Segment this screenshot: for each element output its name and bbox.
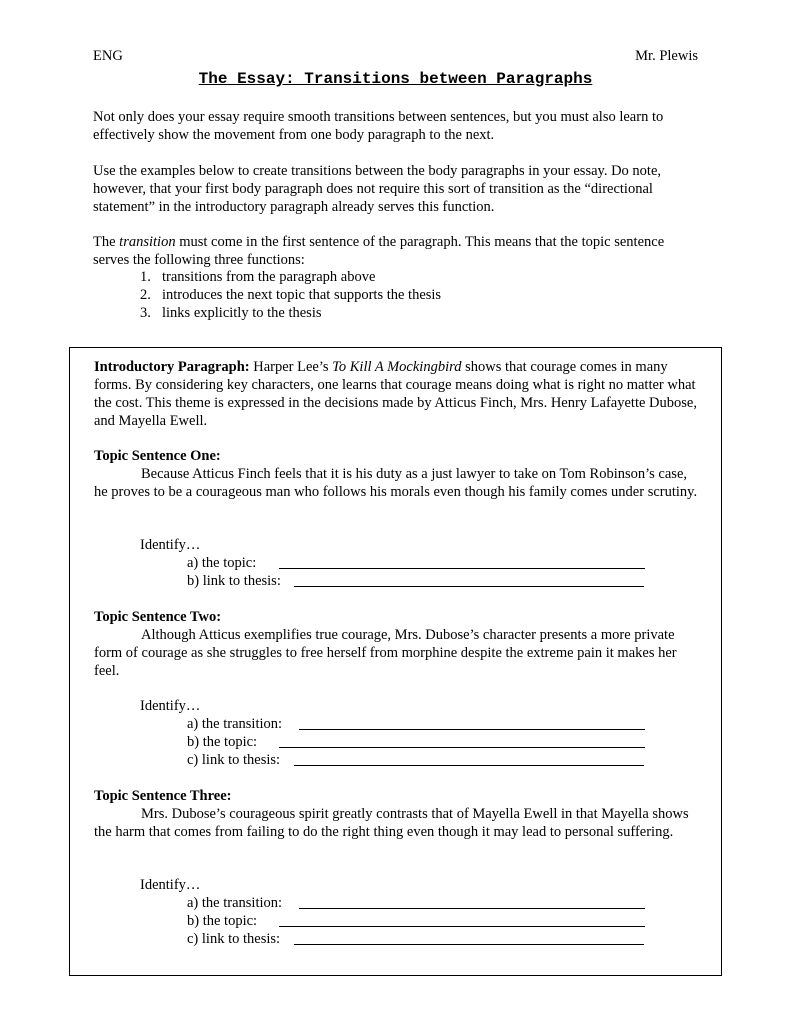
p3-transition-word: transition	[119, 234, 176, 250]
course-label: ENG	[93, 48, 123, 64]
field-label: c) link to thesis:	[187, 752, 281, 768]
ts3-transition-line[interactable]	[299, 894, 645, 912]
list-text: links explicitly to the thesis	[162, 305, 322, 321]
list-text: transitions from the paragraph above	[162, 269, 376, 285]
page-title: The Essay: Transitions between Paragraphs	[198, 70, 593, 88]
ts2-topic-field[interactable]	[187, 733, 257, 751]
ts2-transition-line[interactable]	[299, 715, 645, 733]
intro-paragraph-2: Use the examples below to create transitions between the body paragraphs in your essay. Do note, however, that your first body paragraph does not require this sort of transition as the “directional statement” in the introductory paragraph already serves this function.	[93, 163, 662, 215]
ts2-identify: Identify…	[140, 698, 201, 714]
ts1-link-field[interactable]	[187, 572, 281, 590]
intro-paragraph-3	[93, 233, 703, 269]
ts2-topic-line[interactable]	[279, 733, 645, 751]
ts1-identify: Identify…	[140, 537, 201, 553]
ts3-label: Topic Sentence Three:	[94, 788, 232, 804]
intro-post: shows that courage comes in many forms. By considering key characters, one learns that courage means doing what is right no matter what the cost. This theme is expressed in the decisions made by Atticus Finch, Mrs. Henry Lafayette Dubose, and Mayella Ewell.	[94, 359, 697, 429]
list-number: 1.	[140, 269, 151, 285]
ts1-text: Because Atticus Finch feels that it is his duty as a just lawyer to take on Tom Robinson’s case, he proves to be a courageous man who follows his morals even though his family comes under scrutiny.	[94, 466, 698, 500]
field-label: a) the transition:	[187, 716, 283, 732]
field-label: a) the transition:	[187, 895, 283, 911]
ts2-link-line[interactable]	[294, 751, 644, 769]
list-number: 3.	[140, 305, 151, 321]
field-label: b) the topic:	[187, 913, 258, 929]
introductory-paragraph	[94, 358, 704, 430]
field-label: a) the topic:	[187, 555, 257, 571]
ts3-topic-line[interactable]	[279, 912, 645, 930]
list-text: introduces the next topic that supports the thesis	[162, 287, 442, 303]
intro-label: Introductory Paragraph:	[94, 359, 250, 375]
ts3-topic-field[interactable]	[187, 912, 257, 930]
field-label: b) the topic:	[187, 734, 258, 750]
list-item	[140, 304, 441, 322]
ts2-label: Topic Sentence Two:	[94, 609, 222, 625]
ts3-link-field[interactable]	[187, 930, 280, 948]
ts2-link-field[interactable]	[187, 751, 280, 769]
p3-pre: The	[93, 234, 120, 250]
list-number: 2.	[140, 287, 151, 303]
ts3-link-line[interactable]	[294, 930, 644, 948]
intro-pre: Harper Lee’s	[253, 359, 333, 375]
book-title: To Kill A Mockingbird	[332, 359, 462, 375]
p3-post: must come in the first sentence of the paragraph. This means that the topic sentence serves the following three functions:	[93, 234, 665, 268]
ts1-topic-line[interactable]	[279, 554, 645, 572]
ts1-topic-field[interactable]	[187, 554, 256, 572]
list-item	[140, 286, 441, 304]
exercise-box	[69, 347, 722, 976]
teacher-name: Mr. Plewis	[635, 48, 698, 64]
ts1-label: Topic Sentence One:	[94, 448, 221, 464]
field-label: b) link to thesis:	[187, 573, 281, 589]
functions-list	[140, 268, 441, 322]
field-label: c) link to thesis:	[187, 931, 281, 947]
ts3-identify: Identify…	[140, 877, 201, 893]
ts3-transition-field[interactable]	[187, 894, 282, 912]
ts1-link-line[interactable]	[294, 572, 644, 590]
intro-paragraph-1: Not only does your essay require smooth transitions between sentences, but you must also learn to effectively show the movement from one body paragraph to the next.	[93, 109, 664, 143]
ts2-text: Although Atticus exemplifies true courage, Mrs. Dubose’s character presents a more private form of courage as she struggles to free herself from morphine despite the extreme pain it makes her feel.	[94, 627, 677, 679]
ts3-text: Mrs. Dubose’s courageous spirit greatly contrasts that of Mayella Ewell in that Mayella shows the harm that comes from failing to do the right thing even though it may lead to personal suffering.	[94, 806, 689, 840]
ts2-transition-field[interactable]	[187, 715, 282, 733]
list-item	[140, 268, 441, 286]
